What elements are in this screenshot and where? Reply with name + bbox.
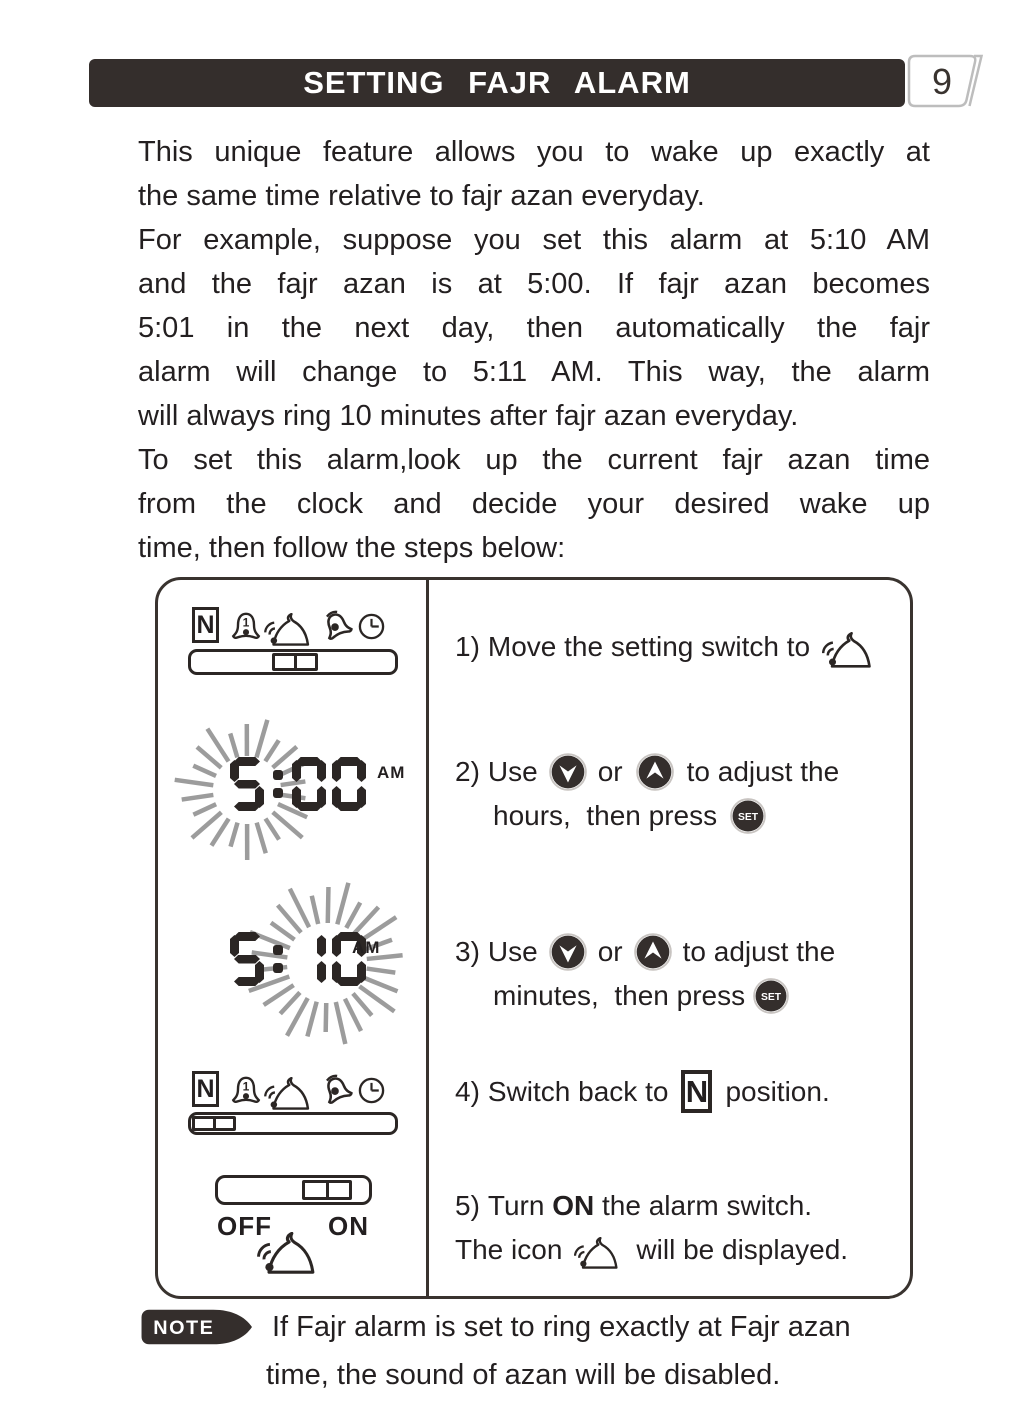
note-badge — [140, 1308, 254, 1346]
n-mode-icon: N — [192, 1071, 219, 1107]
step-2-line-1: 2) Use or to adjust the — [455, 752, 839, 792]
azan-alarm-bell-icon — [321, 609, 355, 643]
fajr-azan-icon — [574, 1237, 624, 1269]
up-button-icon — [636, 753, 674, 791]
alarm-switch-knob-on[interactable] — [302, 1180, 352, 1200]
instruction-box — [155, 577, 913, 1299]
intro-text — [138, 130, 930, 570]
alarm1-bell-icon — [230, 1075, 262, 1107]
slider-knob-fajr-position[interactable] — [272, 653, 318, 671]
boxed-n-icon: N — [681, 1070, 712, 1113]
am-label: AM — [352, 938, 381, 957]
up-button-icon — [634, 933, 672, 971]
step-5-line-1: 5) Turn ON the alarm switch. — [455, 1190, 813, 1221]
set-button-icon — [730, 798, 766, 834]
svg-text:SET: SET — [761, 992, 782, 1004]
am-label: AM — [377, 763, 406, 782]
n-mode-icon: N — [192, 607, 219, 643]
on-label: ON — [328, 1211, 369, 1241]
intro-line: time, then follow the steps below: — [138, 532, 566, 564]
page-title-bar — [89, 59, 905, 107]
step-4: 4) Switch back to N position. — [455, 1070, 830, 1113]
intro-line: alarm will change to 5:11 AM. This way, the alarm — [138, 356, 930, 388]
step-3-line-1: 3) Use or to adjust the — [455, 932, 835, 972]
intro-line: This unique feature allows you to wake up exactly at — [138, 136, 930, 168]
slider-knob-n-position[interactable] — [192, 1116, 236, 1131]
step-2-line-2: hours, then press SET — [493, 796, 766, 836]
fajr-azan-icon — [264, 1077, 316, 1110]
svg-text:SET: SET — [738, 812, 759, 824]
minute-display — [230, 932, 366, 986]
azan-alarm-bell-icon — [321, 1073, 355, 1107]
step-5-line-2: The icon will be displayed. — [455, 1230, 848, 1270]
clock-icon — [357, 1076, 386, 1105]
down-button-icon — [549, 753, 587, 791]
intro-line: will always ring 10 minutes after fajr azan everyday. — [138, 400, 799, 432]
set-button-icon — [753, 978, 789, 1014]
note-text-line: time, the sound of azan will be disabled. — [266, 1359, 781, 1391]
intro-line: To set this alarm,look up the current fajr azan time — [138, 444, 930, 476]
step-3-line-2: minutes, then press SET — [493, 976, 789, 1016]
note-text-line: If Fajr alarm is set to ring exactly at Fajr azan — [272, 1311, 851, 1343]
fajr-azan-icon — [257, 1232, 323, 1274]
off-label: OFF — [217, 1211, 272, 1241]
hour-display — [230, 757, 366, 811]
clock-icon — [357, 612, 386, 641]
page-number-tab — [906, 53, 986, 111]
fajr-azan-icon — [822, 632, 878, 668]
down-button-icon — [549, 933, 587, 971]
page-title: SETTING FAJR ALARM — [303, 65, 691, 100]
step-1: 1) Move the setting switch to — [455, 626, 878, 668]
svg-text:NOTE: NOTE — [153, 1317, 215, 1340]
alarm1-bell-icon — [230, 611, 262, 643]
page-number: 9 — [932, 61, 953, 102]
intro-line: and the fajr azan is at 5:00. If fajr azan becomes — [138, 268, 930, 300]
intro-line: For example, suppose you set this alarm at 5:10 AM — [138, 224, 930, 256]
intro-line: from the clock and decide your desired wake up — [138, 488, 930, 520]
fajr-azan-icon — [264, 613, 316, 646]
intro-line: the same time relative to fajr azan everyday. — [138, 180, 705, 212]
intro-line: 5:01 in the next day, then automatically the fajr — [138, 312, 930, 344]
